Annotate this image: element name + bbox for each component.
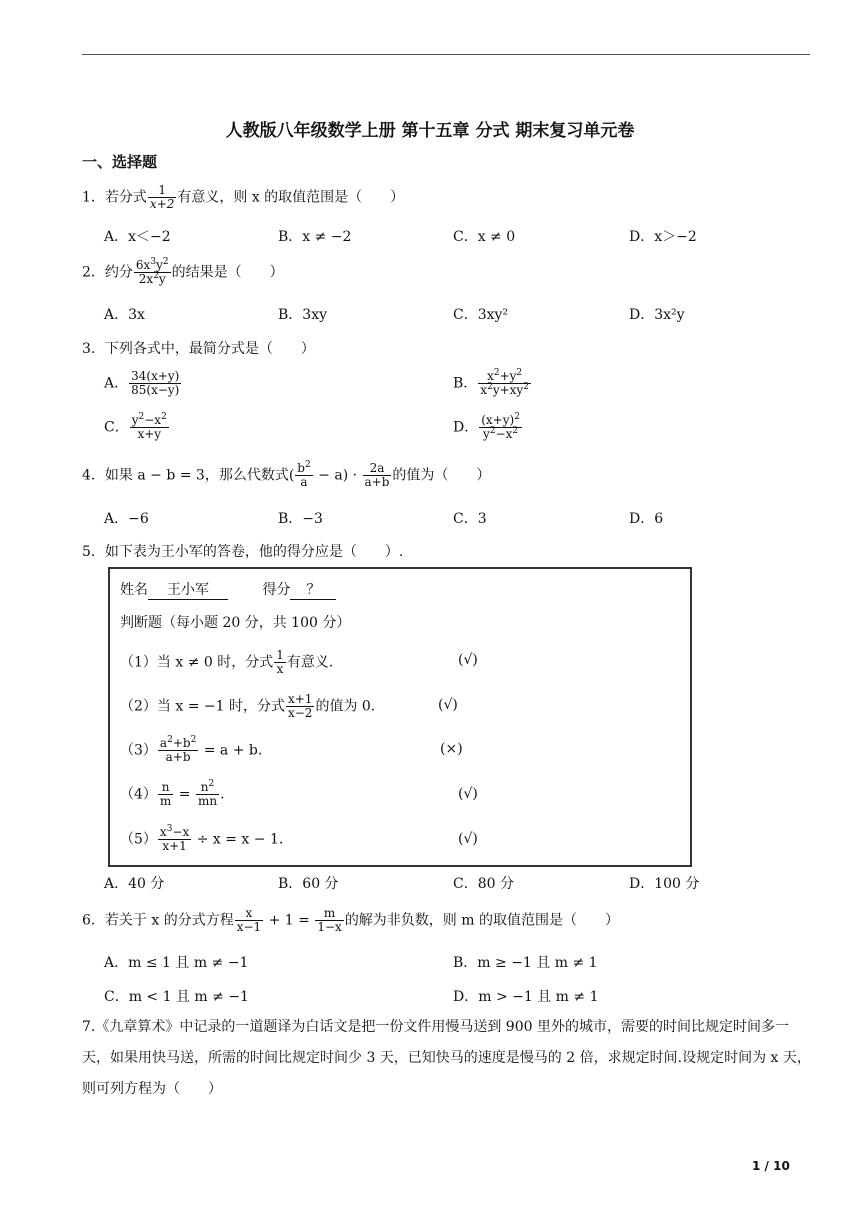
q4-option-b[interactable]: B．−3 bbox=[278, 511, 323, 527]
box-item-1-mark: (√) bbox=[458, 652, 478, 668]
q1-option-c[interactable]: C．x ≠ 0 bbox=[453, 229, 516, 245]
q2-option-b[interactable]: B．3xy bbox=[278, 307, 327, 323]
question-1-stem: 1．若分式 $\frac{1}{x+2}$ 有意义，则 x 的取值范围是（ ） bbox=[82, 183, 405, 211]
box-item-3-mark: (×) bbox=[440, 741, 463, 757]
box-item-4: （4） $\frac{n}{m}$ = $\frac{n^2}{mn}$ . bbox=[120, 779, 225, 808]
q5-option-a[interactable]: A．40 分 bbox=[104, 876, 165, 892]
q2-option-d[interactable]: D．3x²y bbox=[629, 307, 685, 323]
box-item-4-mark: (√) bbox=[458, 786, 478, 802]
fraction: $\frac{6x^3y^2}{2x^2y}$ bbox=[135, 257, 169, 286]
question-2-stem: 2．约分 $\frac{6x^3y^2}{2x^2y}$ 的结果是（ ） bbox=[82, 257, 284, 286]
box-heading: 判断题（每小题 20 分，共 100 分） bbox=[120, 615, 351, 631]
fraction: $\frac{1}{x+2}$ bbox=[149, 183, 175, 211]
box-item-5-mark: (√) bbox=[458, 831, 478, 847]
q4-option-d[interactable]: D．6 bbox=[629, 511, 664, 527]
question-5-stem: 5．如下表为王小军的答卷，他的得分应是（ ）. bbox=[82, 544, 404, 560]
name-row: 姓名 王小军 得分 ？ bbox=[120, 579, 336, 600]
q3-option-d[interactable]: D． $\frac{(x+y)^2}{y^2-x^2}$ bbox=[453, 412, 520, 441]
box-item-1: （1）当 x ≠ 0 时，分式 $\frac{1}{x}$ 有意义. bbox=[120, 648, 334, 676]
q4-option-c[interactable]: C．3 bbox=[453, 511, 487, 527]
question-3-stem: 3．下列各式中，最简分式是（ ） bbox=[82, 341, 315, 357]
question-7-stem: 7.《九章算术》中记录的一道题译为白话文是把一份文件用慢马送到 900 里外的城市，需要的时间比规定时间多一天，如果用快马送，所需的时间比规定时间少 3 天，已知快马的速度是慢马的 2 倍，求规定时间.设规定时间为 x 天，则可列方程为（ ） bbox=[82, 1019, 811, 1097]
section-heading: 一、选择题 bbox=[82, 153, 158, 171]
answer-sheet-box bbox=[108, 567, 692, 867]
box-item-2: （2）当 x = −1 时，分式 $\frac{x+1}{x-2}$ 的值为 0. bbox=[120, 692, 376, 720]
q3-option-a[interactable]: A． $\frac{34(x+y)}{85(x-y)}$ bbox=[104, 369, 180, 397]
header-rule bbox=[82, 54, 810, 55]
q5-option-b[interactable]: B．60 分 bbox=[278, 876, 339, 892]
box-item-3: （3） $\frac{a^2+b^2}{a+b}$ = a + b. bbox=[120, 735, 263, 764]
q2-option-c[interactable]: C．3xy² bbox=[453, 307, 509, 323]
q5-option-d[interactable]: D．100 分 bbox=[629, 876, 700, 892]
page-title: 人教版八年级数学上册 第十五章 分式 期末复习单元卷 bbox=[225, 121, 635, 141]
question-4-stem: 4．如果 a − b = 3，那么代数式( $\frac{b^2}{a}$ − a) · $\frac{2a}{a+b}$ 的值为（ ） bbox=[82, 460, 491, 489]
q3-option-b[interactable]: B． $\frac{x^2+y^2}{x^2y+xy^2}$ bbox=[453, 368, 529, 397]
q1-option-a[interactable]: A．x＜−2 bbox=[104, 229, 171, 245]
box-item-2-mark: (√) bbox=[438, 697, 458, 713]
box-item-5: （5） $\frac{x^3-x}{x+1}$ ÷ x = x − 1. bbox=[120, 824, 284, 853]
q1-option-d[interactable]: D．x＞−2 bbox=[629, 229, 697, 245]
q6-option-d[interactable]: D．m > −1 且 m ≠ 1 bbox=[453, 989, 599, 1005]
q3-option-c[interactable]: C． $\frac{y^2-x^2}{x+y}$ bbox=[104, 412, 167, 441]
q6-option-b[interactable]: B．m ≥ −1 且 m ≠ 1 bbox=[453, 955, 598, 971]
q6-option-c[interactable]: C．m < 1 且 m ≠ −1 bbox=[104, 989, 249, 1005]
q2-option-a[interactable]: A．3x bbox=[104, 307, 145, 323]
question-6-stem: 6．若关于 x 的分式方程 $\frac{x}{x-1}$ + 1 = $\frac{m}{1-x}$ 的解为非负数，则 m 的取值范围是（ ） bbox=[82, 906, 619, 934]
q6-option-a[interactable]: A．m ≤ 1 且 m ≠ −1 bbox=[104, 955, 249, 971]
q1-option-b[interactable]: B．x ≠ −2 bbox=[278, 229, 352, 245]
q5-option-c[interactable]: C．80 分 bbox=[453, 876, 514, 892]
q4-option-a[interactable]: A．−6 bbox=[104, 511, 149, 527]
page-number: 1 / 10 bbox=[752, 1159, 790, 1173]
